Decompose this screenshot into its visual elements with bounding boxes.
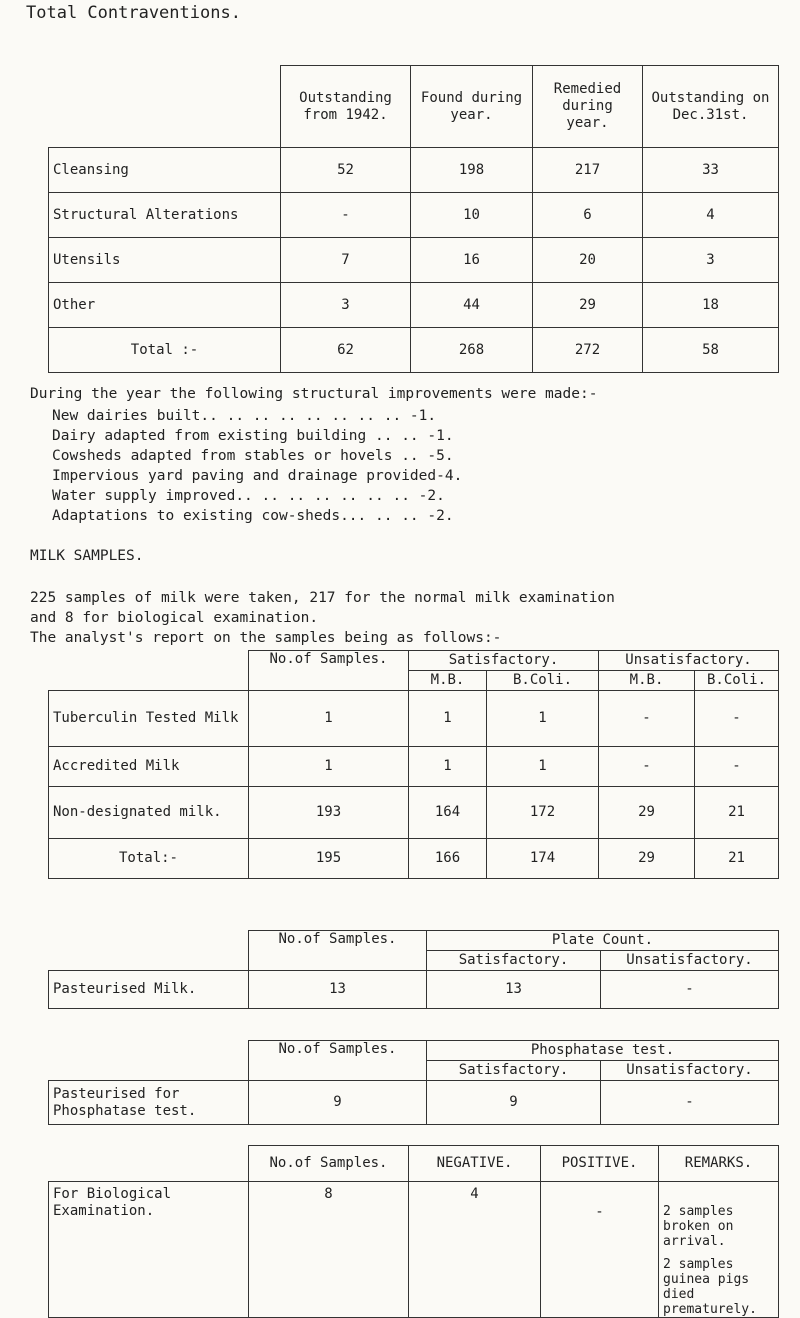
header-no-of-samples: No.of Samples. bbox=[249, 1146, 409, 1182]
header-remarks: REMARKS. bbox=[659, 1146, 779, 1182]
table-row: Cleansing 52 198 217 33 bbox=[49, 148, 779, 193]
page-title: Total Contraventions. bbox=[26, 3, 241, 23]
header-no-of-samples: No.of Samples. bbox=[249, 651, 409, 691]
header-mb: M.B. bbox=[409, 671, 487, 691]
header-satisfactory: Satisfactory. bbox=[427, 951, 601, 971]
biological-table bbox=[48, 1145, 779, 1318]
contraventions-table bbox=[48, 65, 779, 373]
header-unsatisfactory: Unsatisfactory. bbox=[601, 951, 779, 971]
header-negative: NEGATIVE. bbox=[409, 1146, 541, 1182]
improvement-item: Cowsheds adapted from stables or hovels .. -5. bbox=[52, 448, 454, 464]
table-row-total: Total:- 195 166 174 29 21 bbox=[49, 839, 779, 879]
improvement-item: New dairies built.. .. .. .. .. .. .. .. -1. bbox=[52, 408, 437, 424]
improvement-item: Water supply improved.. .. .. .. .. .. .. -2. bbox=[52, 488, 445, 504]
table-row: Pasteurised for Phosphatase test. 9 9 - bbox=[49, 1081, 779, 1125]
header-satisfactory: Satisfactory. bbox=[427, 1061, 601, 1081]
table-row: Tuberculin Tested Milk 1 1 1 - - bbox=[49, 691, 779, 747]
header-bcoli: B.Coli. bbox=[695, 671, 779, 691]
table-row: Structural Alterations - 10 6 4 bbox=[49, 193, 779, 238]
header-satisfactory: Satisfactory. bbox=[409, 651, 599, 671]
header-outstanding-1942: Outstanding from 1942. bbox=[281, 66, 411, 148]
phosphatase-table bbox=[48, 1040, 779, 1125]
milk-para-line: and 8 for biological examination. bbox=[30, 610, 319, 626]
header-phosphatase: Phosphatase test. bbox=[427, 1041, 779, 1061]
header-mb: M.B. bbox=[599, 671, 695, 691]
milk-para-line: 225 samples of milk were taken, 217 for the normal milk examination bbox=[30, 590, 615, 606]
table-row: Accredited Milk 1 1 1 - - bbox=[49, 747, 779, 787]
table-row: Pasteurised Milk. 13 13 - bbox=[49, 971, 779, 1009]
remarks-cell bbox=[659, 1182, 779, 1318]
table-row: Other 3 44 29 18 bbox=[49, 283, 779, 328]
remark: 2 samples guinea pigs died prematurely. bbox=[663, 1257, 757, 1317]
header-bcoli: B.Coli. bbox=[487, 671, 599, 691]
samples-table bbox=[48, 650, 779, 879]
header-plate-count: Plate Count. bbox=[427, 931, 779, 951]
table-row: For Biological Examination. 8 4 - 2 samples broken on arrival. 2 samples guinea pigs died prematurely. bbox=[49, 1182, 779, 1318]
improvement-item: Adaptations to existing cow-sheds... .. .. -2. bbox=[52, 508, 454, 524]
header-no-of-samples: No.of Samples. bbox=[249, 931, 427, 971]
table-row: Utensils 7 16 20 3 bbox=[49, 238, 779, 283]
improvements-intro: During the year the following structural improvements were made:- bbox=[30, 386, 598, 402]
table-row-total: Total :- 62 268 272 58 bbox=[49, 328, 779, 373]
table-row: Non-designated milk. 193 164 172 29 21 bbox=[49, 787, 779, 839]
header-outstanding-dec: Outstanding on Dec.31st. bbox=[643, 66, 779, 148]
plate-count-table bbox=[48, 930, 779, 1009]
improvement-item: Dairy adapted from existing building .. .. -1. bbox=[52, 428, 454, 444]
header-unsatisfactory: Unsatisfactory. bbox=[599, 651, 779, 671]
remark: 2 samples broken on arrival. bbox=[663, 1204, 734, 1249]
header-positive: POSITIVE. bbox=[541, 1146, 659, 1182]
header-remedied: Remedied during year. bbox=[533, 66, 643, 148]
milk-para-line: The analyst's report on the samples being as follows:- bbox=[30, 630, 502, 646]
header-unsatisfactory: Unsatisfactory. bbox=[601, 1061, 779, 1081]
milk-samples-heading: MILK SAMPLES. bbox=[30, 548, 144, 564]
header-no-of-samples: No.of Samples. bbox=[249, 1041, 427, 1081]
improvement-item: Impervious yard paving and drainage provided-4. bbox=[52, 468, 463, 484]
header-found: Found during year. bbox=[411, 66, 533, 148]
